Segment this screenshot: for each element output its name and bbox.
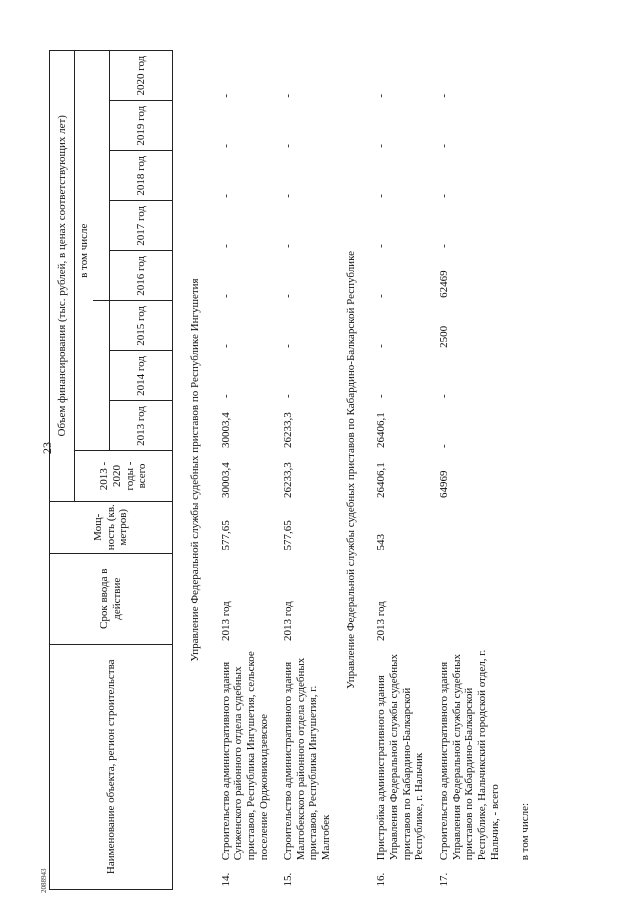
total-value: 30003,4 (219, 462, 232, 499)
year-value: - (437, 94, 450, 98)
table-row (365, 51, 428, 890)
year-value: 30003,4 (219, 412, 232, 448)
header-year-2019: 2019 год (110, 101, 173, 151)
row-number: 15. (282, 872, 295, 887)
year-value: - (437, 244, 450, 248)
object-name: Пристройка административного здания Управления Федеральной службы судебных приставов по Кабардино-Балкарской Республике, г. Нальчик (375, 653, 426, 861)
header-including-right (93, 51, 110, 301)
year-value: - (219, 294, 232, 298)
commissioning-term (428, 553, 503, 644)
header-year-2015: 2015 год (110, 301, 173, 351)
year-value: 26233,3 (282, 412, 295, 448)
table-row (428, 51, 503, 890)
header-including-spacer (93, 301, 110, 451)
object-name: Строительство административного здания Управления Федеральной службы судебных приставов по Кабардино-Балкарской Республике, Нальчикский городской отдел, г. Нальчик, - всего (437, 649, 501, 861)
year-value: - (375, 394, 388, 398)
year-value: - (219, 394, 232, 398)
header-object-name: Наименование объекта, регион строительства (50, 644, 173, 889)
commissioning-term: 2013 год (282, 601, 295, 642)
header-year-2016: 2016 год (110, 251, 173, 301)
header-capacity: Мощ-ность (кв. метров) (50, 501, 173, 553)
year-value: - (282, 144, 295, 148)
row-number: 14. (219, 872, 232, 887)
table-row (210, 51, 273, 890)
year-value: - (282, 294, 295, 298)
year-value: - (282, 94, 295, 98)
header-year-2017: 2017 год (110, 201, 173, 251)
year-value: - (437, 144, 450, 148)
header-year-2013: 2013 год (110, 401, 173, 451)
financing-table (49, 50, 534, 890)
year-value: - (375, 294, 388, 298)
section-title: Управление Федеральной службы судебных приставов по Кабардино-Балкарской Республике (344, 250, 357, 690)
capacity-value: 543 (375, 533, 388, 551)
object-name: Строительство административного здания Малгобекского районного отдела судебных приставов, Республика Ингушетия, г. Малгобек (282, 657, 333, 861)
year-value: - (282, 194, 295, 198)
row-number: 17. (437, 872, 450, 887)
year-value: - (219, 244, 232, 248)
year-value: - (282, 244, 295, 248)
header-including: в том числе (75, 51, 94, 452)
year-value: - (282, 344, 295, 348)
header-year-2018: 2018 год (110, 151, 173, 201)
header-year-2014: 2014 год (110, 351, 173, 401)
year-value: - (437, 194, 450, 198)
year-value: - (375, 344, 388, 348)
row-number: 16. (375, 872, 388, 887)
table-header (50, 51, 180, 890)
total-value: 64969 (437, 470, 450, 499)
year-value: - (375, 94, 388, 98)
document-code: 2088943 (40, 868, 48, 893)
year-value: - (375, 144, 388, 148)
page-number: 23 (40, 442, 54, 454)
capacity-value: 577,65 (282, 520, 295, 551)
capacity-value: 577,65 (219, 520, 232, 551)
total-value: 26406,1 (375, 462, 388, 499)
commissioning-term: 2013 год (375, 601, 388, 642)
including-label: в том числе: (519, 802, 532, 861)
year-value: - (437, 394, 450, 398)
rotated-page (49, 50, 569, 890)
object-name: Строительство административного здания Сунженского районного отдела судебных приставов, Республика Ингушетия, сельское поселение Орджоникидзевское (219, 651, 270, 861)
year-value: - (219, 344, 232, 348)
year-value: - (219, 194, 232, 198)
year-value: - (282, 394, 295, 398)
header-total: 2013 - 2020 годы - всего (75, 451, 173, 501)
year-value: 26406,1 (375, 412, 388, 448)
header-funding-volume: Объем финансирования (тыс. рублей, в ценах соответствующих лет) (50, 51, 75, 502)
total-value: 26233,3 (282, 462, 295, 499)
year-value: - (219, 94, 232, 98)
year-value: - (375, 244, 388, 248)
header-commissioning-term: Срок ввода в действие (50, 553, 173, 644)
year-value: 62469 (437, 270, 450, 298)
year-value: - (219, 144, 232, 148)
year-value: - (375, 194, 388, 198)
section-title: Управление Федеральной службы судебных приставов по Республике Ингушетия (189, 278, 201, 662)
year-value: 2500 (437, 325, 450, 348)
year-value: - (437, 444, 450, 448)
capacity-value (428, 501, 503, 553)
table-row (272, 51, 335, 890)
commissioning-term: 2013 год (219, 601, 232, 642)
header-year-2020: 2020 год (110, 51, 173, 101)
